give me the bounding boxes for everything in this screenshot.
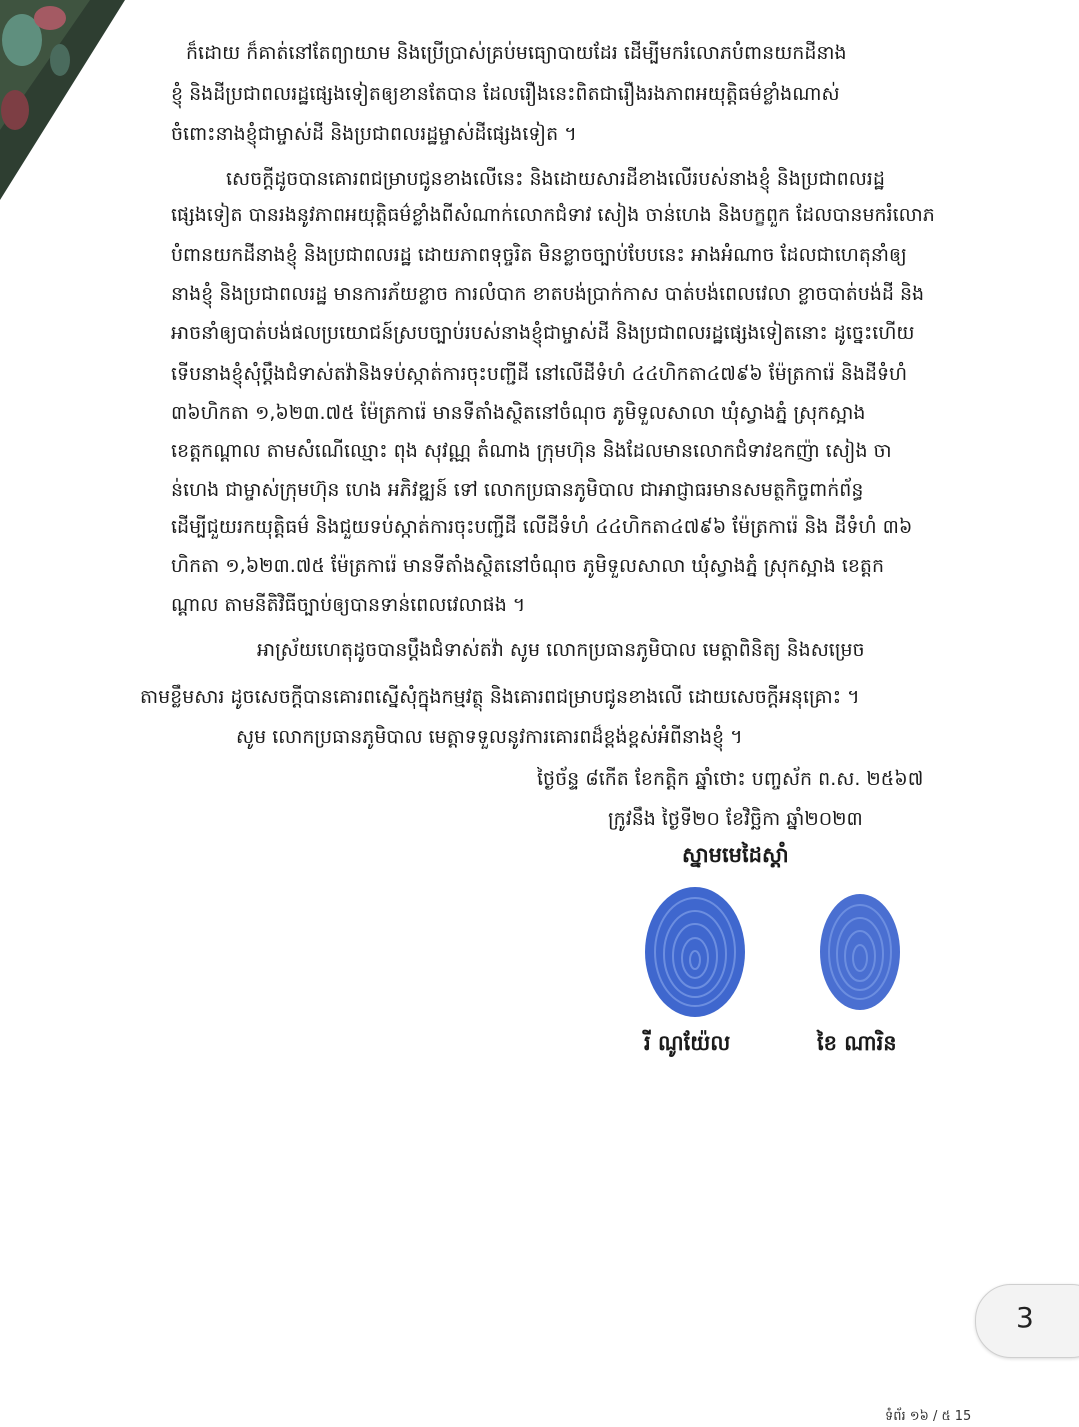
text-line: សេចក្តីដូចបានគោរពជម្រាបជូនខាងលើនេះ និងដោយសារដីខាងលើរបស់នាងខ្ញុំ និងប្រជាពលរដ្ឋ xyxy=(226,168,885,190)
text-line: បំពានយកដីនាងខ្ញុំ និងប្រជាពលរដ្ឋ ដោយភាពទុច្ចរិត មិនខ្លាចច្បាប់បែបនេះ អាងអំណាច ដែលជាហេតុនាំឲ្យ xyxy=(171,244,907,266)
text-line: ទើបនាងខ្ញុំសុំប្តឹងជំទាស់តវ៉ានិងទប់ស្កាត់ការចុះបញ្ជីដី នៅលើដីទំហំ ៤៤ហិកតា៤៧៩៦ ម៉ែត្រការ៉េ និងដីទំហំ xyxy=(171,363,908,385)
signer-name-left: រី ណូយ៉ែល xyxy=(644,1031,731,1055)
text-line: សូម លោកប្រធានភូមិបាល មេត្តាទទួលនូវការគោរពដ៏ខ្ពង់ខ្ពស់អំពីនាងខ្ញុំ ។ xyxy=(236,726,743,748)
fingerprint-left xyxy=(640,882,750,1022)
text-line: អាស្រ័យហេតុដូចបានប្តឹងជំទាស់តវ៉ា សូម លោកប្រធានភូមិបាល មេត្តាពិនិត្យ និងសម្រេច xyxy=(257,639,865,661)
text-line: ហិកតា ១,៦២៣.៧៥ ម៉ែត្រការ៉េ មានទីតាំងស្ថិតនៅចំណុច ភូមិទួលសាលា ឃុំស្វាងភ្នំ ស្រុកស្អាង ខេត្តក xyxy=(171,555,885,577)
text-line: ណ្តាល តាមនីតិវិធីច្បាប់ឲ្យបានទាន់ពេលវេលាផង ។ xyxy=(171,594,526,616)
text-line: ៣៦ហិកតា ១,៦២៣.៧៥ ម៉ែត្រការ៉េ មានទីតាំងស្ថិតនៅចំណុច ភូមិទួលសាលា ឃុំស្វាងភ្នំ ស្រុកស្អាង xyxy=(171,402,866,424)
text-line: ខេត្តកណ្តាល តាមសំណើឈ្មោះ ពុង សុវណ្ណ តំណាង ក្រុមហ៊ុន និងដែលមានលោកជំទាវឧកញ៉ា សៀង ចា xyxy=(171,440,892,462)
text-line: ផ្សេងទៀត បានរងនូវភាពអយុត្តិធម៌ខ្លាំងពីសំណាក់លោកជំទាវ សៀង ចាន់ហេង និងបក្ខពួក ដែលបានមករំលោភ xyxy=(171,204,935,226)
text-line: ន់ហេង ជាម្ចាស់ក្រុមហ៊ុន ហេង អភិវឌ្ឍន៍ ទៅ លោកប្រធានភូមិបាល ជាអាជ្ញាធរមានសមត្ថកិច្ចពាក់ព័ន្ធ xyxy=(171,479,864,501)
text-line: ដើម្បីជួយរកយុត្តិធម៌ និងជួយទប់ស្កាត់ការចុះបញ្ជីដី លើដីទំហំ ៤៤ហិកតា៤៧៩៦ ម៉ែត្រការ៉េ និង ដីទំហំ ៣៦ xyxy=(171,516,913,538)
fingerprint-right xyxy=(815,890,905,1015)
fingerprint-heading: ស្នាមមេដៃស្តាំ xyxy=(682,843,789,867)
text-line: ចំពោះនាងខ្ញុំជាម្ចាស់ដី និងប្រជាពលរដ្ឋម្ចាស់ដីផ្សេងទៀត ។ xyxy=(171,123,577,145)
signer-name-right: ខៃ ណារិន xyxy=(817,1031,897,1055)
date-line-gregorian: ក្រូវនឹង ថ្ងៃទី២០ ខែវិច្ឆិកា ឆ្នាំ២០២៣ xyxy=(608,808,863,830)
text-line: អាចនាំឲ្យបាត់បង់ផលប្រយោជន៍ស្របច្បាប់របស់នាងខ្ញុំជាម្ចាស់ដី និងប្រជាពលរដ្ឋផ្សេងទៀតនោះ ដូច្នេះហើយ xyxy=(171,322,915,344)
text-line: នាងខ្ញុំ និងប្រជាពលរដ្ឋ មានការភ័យខ្លាច ការលំបាក ខាតបង់ប្រាក់កាស បាត់បង់ពេលវេលា ខ្លាចបាត់បង់ដី និង xyxy=(171,283,925,305)
date-line-lunar: ថ្ងៃច័ន្ទ ៨កើត ខែកត្តិក ឆ្នាំថោះ បញ្ចស័ក ព.ស. ២៥៦៧ xyxy=(537,768,924,790)
text-line: តាមខ្លឹមសារ ដូចសេចក្តីបានគោរពស្នើសុំក្នុងកម្មវត្ថុ និងគោរពជម្រាបជូនខាងលើ ដោយសេចក្តីអនុគ្រោះ ។ xyxy=(140,686,860,708)
page-number: 3 xyxy=(1016,1301,1034,1334)
text-line: ក៏ដោយ ក៏គាត់នៅតែព្យាយាម និងប្រើប្រាស់គ្រប់មធ្យោបាយដែរ ដើម្បីមករំលោភបំពានយកដីនាង xyxy=(186,42,847,64)
text-line: ខ្ញុំ និងដីប្រជាពលរដ្ឋផ្សេងទៀតឲ្យខានតែបាន ដែលរឿងនេះពិតជារឿងរងភាពអយុត្តិធម៌ខ្លាំងណាស់ xyxy=(171,83,840,105)
page-number-badge[interactable] xyxy=(975,1284,1079,1358)
footer-page-label: ទំព័រ ១៦ / ៥ 15 xyxy=(885,1409,972,1424)
